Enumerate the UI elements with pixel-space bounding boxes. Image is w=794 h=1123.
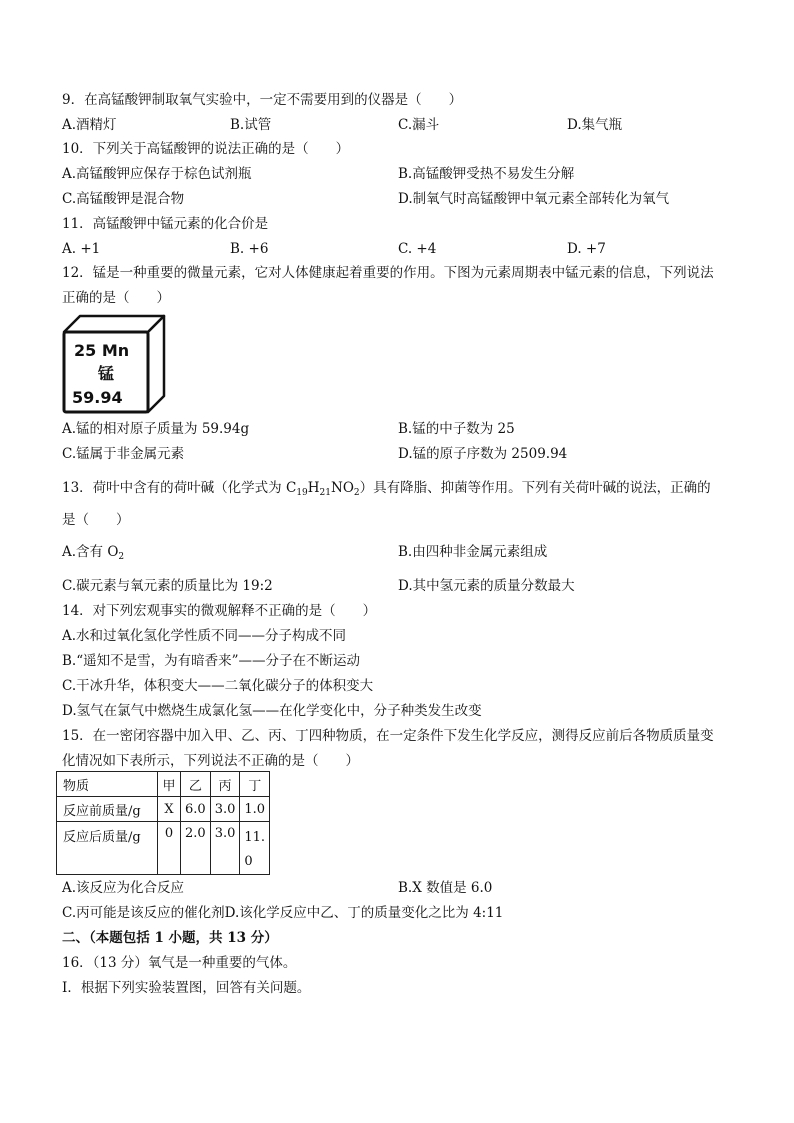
q13-option-d: D.其中氢元素的质量分数最大 [398,578,575,594]
q11-option-d: D. +7 [567,241,606,257]
q11-stem: 11．高锰酸钾中锰元素的化合价是 [62,216,269,232]
q13-option-b: B.由四种非金属元素组成 [398,544,548,560]
table-cell: 1.0 [240,797,270,822]
q12-option-d: D.锰的原子序数为 2509.94 [398,446,568,462]
element-mass: 59.94 [72,388,123,407]
q9-option-b: B.试管 [230,117,272,133]
q15-stem-line1: 15．在一密闭容器中加入甲、乙、丙、丁四种物质，在一定条件下发生化学反应，测得反应前后各物质质量变 [62,728,714,744]
mass-change-table [56,771,270,875]
table-header-cell: 丙 [210,772,240,797]
table-cell: 6.0 [181,797,211,822]
table-header-row [57,772,270,797]
table-cell: 3.0 [210,822,240,875]
q11-option-a: A. +1 [62,241,101,257]
q10-option-a: A.高锰酸钾应保存于棕色试剂瓶 [62,166,252,182]
table-cell: 3.0 [210,797,240,822]
section-title: 二、（本题包括 1 小题，共 13 分） [62,930,278,946]
table-cell: 反应前质量/g [57,797,158,822]
q10-stem: 10．下列关于高锰酸钾的说法正确的是（ ） [62,141,350,157]
q13-stem-line1: 13．荷叶中含有的荷叶碱（化学式为 $C_{19}H_{21}NO_2$）具有降脂、抑菌等作用。下列有关荷叶碱的说法，正确的 [62,480,711,498]
q14-option-d: D.氢气在氯气中燃烧生成氯化氢——在化学变化中，分子种类发生改变 [62,703,482,719]
table-row [57,797,270,822]
q14-option-c: C.干冰升华，体积变大——二氧化碳分子的体积变大 [62,678,374,694]
q13-option-c: C.碳元素与氧元素的质量比为 19:2 [62,578,273,594]
q13-option-a: A.含有 $O_2$ [62,544,125,562]
table-header-cell: 甲 [158,772,181,797]
table-header-cell: 丁 [240,772,270,797]
q13-stem-line2: 是（ ） [62,512,130,528]
q12-option-c: C.锰属于非金属元素 [62,446,185,462]
q15-stem-line2: 化情况如下表所示，下列说法不正确的是（ ） [62,753,359,769]
q9-option-a: A.酒精灯 [62,117,117,133]
q11-option-c: C. +4 [398,241,437,257]
table-cell: 2.0 [181,822,211,875]
q16-part1: Ⅰ．根据下列实验装置图，回答有关问题。 [62,980,311,996]
element-number-symbol: 25 Mn [74,341,130,360]
table-cell: 反应后质量/g [57,822,158,875]
q9-option-d: D.集气瓶 [567,117,623,133]
q15-option-b: B.X 数值是 6.0 [398,880,493,896]
table-row [57,822,270,875]
q12-stem-line1: 12．锰是一种重要的微量元素，它对人体健康起着重要的作用。下图为元素周期表中锰元素的信息，下列说法 [62,265,714,281]
q11-option-b: B. +6 [230,241,269,257]
q10-option-b: B.高锰酸钾受热不易发生分解 [398,166,575,182]
table-header-cell: 乙 [181,772,211,797]
element-cube-figure [62,312,172,416]
table-cell: 11. 0 [240,822,270,875]
q12-option-b: B.锰的中子数为 25 [398,421,515,437]
q10-option-d: D.制氧气时高锰酸钾中氧元素全部转化为氧气 [398,191,670,207]
element-card-manganese [62,312,172,416]
q14-option-b: B.“遥知不是雪，为有暗香来”——分子在不断运动 [62,653,361,669]
q14-stem: 14．对下列宏观事实的微观解释不正确的是（ ） [62,603,377,619]
table-header-cell: 物质 [57,772,158,797]
q15-option-cd: C.丙可能是该反应的催化剂D.该化学反应中乙、丁的质量变化之比为 4:11 [62,905,504,921]
table-cell: 0 [158,822,181,875]
q12-stem-line2: 正确的是（ ） [62,290,170,306]
q9-stem: 9．在高锰酸钾制取氧气实验中，一定不需要用到的仪器是（ ） [62,92,463,108]
q14-option-a: A.水和过氧化氢化学性质不同——分子构成不同 [62,628,347,644]
q10-option-c: C.高锰酸钾是混合物 [62,191,185,207]
q9-option-c: C.漏斗 [398,117,440,133]
q12-option-a: A.锰的相对原子质量为 59.94g [62,421,250,437]
element-name: 锰 [98,364,115,383]
table-cell: X [158,797,181,822]
q16-stem: 16．（13 分）氧气是一种重要的气体。 [62,955,297,971]
q15-option-a: A.该反应为化合反应 [62,880,185,896]
